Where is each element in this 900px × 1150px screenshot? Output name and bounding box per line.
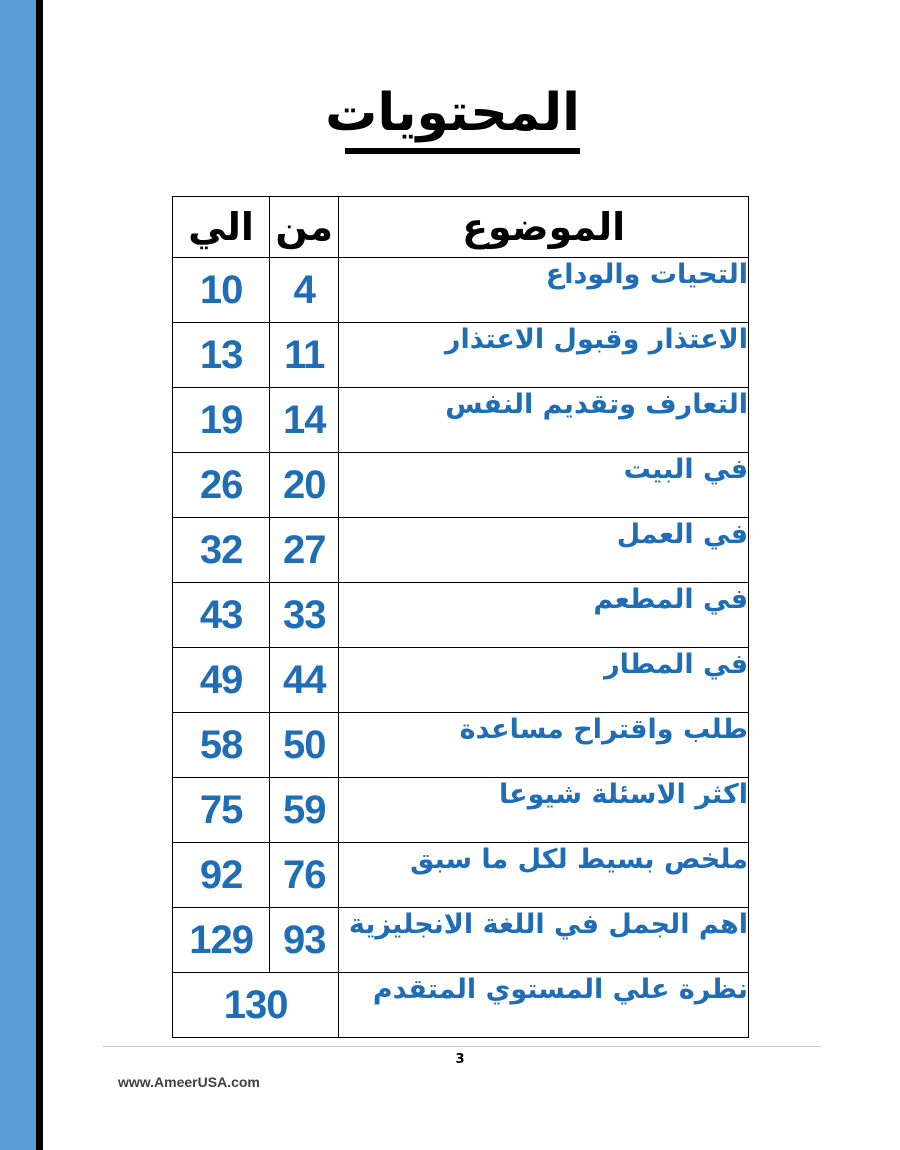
website-url: www.AmeerUSA.com — [118, 1074, 260, 1090]
header-to: الي — [173, 197, 270, 258]
table-row — [173, 778, 749, 843]
row-from-page: 76 — [270, 843, 339, 908]
row-from-page: 14 — [270, 388, 339, 453]
table-row — [173, 648, 749, 713]
title-underline — [345, 148, 580, 154]
row-from-page: 4 — [270, 258, 339, 323]
row-topic: التحيات والوداع — [339, 258, 749, 323]
table-row — [173, 908, 749, 973]
row-topic: في المطعم — [339, 583, 749, 648]
row-to-page: 13 — [173, 323, 270, 388]
row-topic: ملخص بسيط لكل ما سبق — [339, 843, 749, 908]
row-from-page: 93 — [270, 908, 339, 973]
table-row — [173, 583, 749, 648]
page-title: المحتويات — [325, 83, 580, 143]
row-from-page: 11 — [270, 323, 339, 388]
row-to-page: 43 — [173, 583, 270, 648]
row-topic: اهم الجمل في اللغة الانجليزية — [339, 908, 749, 973]
row-topic: في العمل — [339, 518, 749, 583]
last-row-page: 130 — [173, 973, 339, 1038]
table-row — [173, 518, 749, 583]
row-topic: نظرة علي المستوي المتقدم — [339, 973, 749, 1038]
row-to-page: 92 — [173, 843, 270, 908]
row-topic: في المطار — [339, 648, 749, 713]
header-from: من — [270, 197, 339, 258]
side-color-bar — [0, 0, 43, 1150]
row-to-page: 26 — [173, 453, 270, 518]
row-topic: الاعتذار وقبول الاعتذار — [339, 323, 749, 388]
page-number: 3 — [455, 1052, 465, 1067]
contents-table — [172, 196, 749, 1038]
row-to-page: 19 — [173, 388, 270, 453]
table-row — [173, 843, 749, 908]
row-from-page: 20 — [270, 453, 339, 518]
header-topic: الموضوع — [339, 197, 749, 258]
table-row — [173, 258, 749, 323]
row-from-page: 44 — [270, 648, 339, 713]
row-to-page: 58 — [173, 713, 270, 778]
table-header-row — [173, 197, 749, 258]
row-to-page: 49 — [173, 648, 270, 713]
table-row — [173, 453, 749, 518]
row-from-page: 50 — [270, 713, 339, 778]
row-to-page: 75 — [173, 778, 270, 843]
row-topic: اكثر الاسئلة شيوعا — [339, 778, 749, 843]
row-to-page: 129 — [173, 908, 270, 973]
table-row-last — [173, 973, 749, 1038]
table-row — [173, 323, 749, 388]
row-to-page: 32 — [173, 518, 270, 583]
row-topic: التعارف وتقديم النفس — [339, 388, 749, 453]
footer-divider — [103, 1046, 821, 1047]
table-row — [173, 713, 749, 778]
row-topic: في البيت — [339, 453, 749, 518]
row-to-page: 10 — [173, 258, 270, 323]
row-from-page: 33 — [270, 583, 339, 648]
row-topic: طلب واقتراح مساعدة — [339, 713, 749, 778]
row-from-page: 59 — [270, 778, 339, 843]
table-row — [173, 388, 749, 453]
row-from-page: 27 — [270, 518, 339, 583]
